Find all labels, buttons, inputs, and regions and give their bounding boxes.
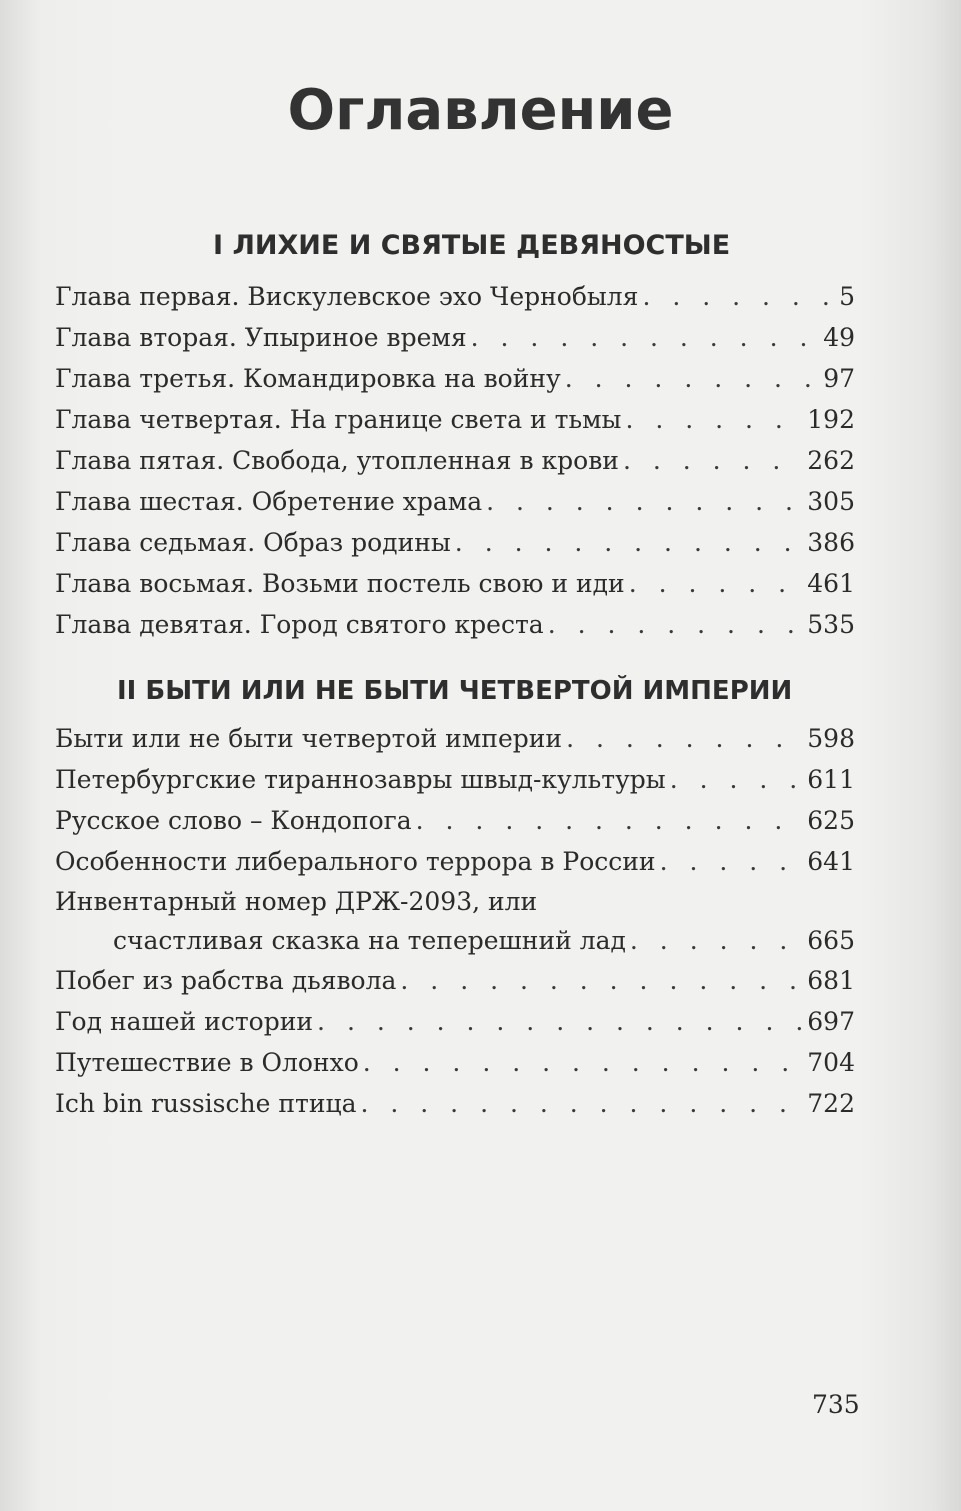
toc-entry-page: 722 — [807, 1089, 855, 1118]
toc-entry-label: Год нашей истории — [55, 1007, 314, 1036]
toc-entry-page: 49 — [823, 323, 855, 352]
dot-leader — [361, 1089, 804, 1118]
toc-entry-label: Быти или не быти четвертой империи — [55, 724, 563, 753]
section-heading-1: I ЛИХИЕ И СВЯТЫЕ ДЕВЯНОСТЫЕ — [213, 230, 731, 261]
dot-leader — [363, 1048, 804, 1077]
toc-entry-page: 305 — [807, 487, 855, 516]
toc-entry-label: Глава третья. Командировка на войну — [55, 364, 561, 393]
toc-entry[interactable] — [55, 487, 855, 523]
toc-entry[interactable] — [55, 724, 855, 760]
toc-entry-page: 461 — [807, 569, 855, 598]
dot-leader — [625, 405, 803, 434]
toc-entry-label: Петербургские тираннозавры швыд-культуры — [55, 765, 666, 794]
toc-entry-label: Глава пятая. Свобода, утопленная в крови — [55, 446, 619, 475]
toc-entry-page: 5 — [839, 282, 855, 311]
toc-entry[interactable] — [55, 847, 855, 883]
dot-leader — [660, 847, 804, 876]
dot-leader — [566, 724, 803, 753]
toc-entry-label: Особенности либерального террора в России — [55, 847, 656, 876]
dot-leader — [400, 966, 803, 995]
dot-leader — [455, 528, 803, 557]
toc-entry[interactable] — [55, 1089, 855, 1125]
section-heading-2: II БЫТИ ИЛИ НЕ БЫТИ ЧЕТВЕРТОЙ ИМПЕРИИ — [117, 676, 793, 706]
dot-leader — [630, 926, 803, 955]
toc-entry-label: Глава седьмая. Образ родины — [55, 528, 451, 557]
toc-entry[interactable] — [55, 323, 855, 359]
toc-entry[interactable] — [55, 569, 855, 605]
toc-entry[interactable] — [55, 446, 855, 482]
dot-leader — [471, 323, 820, 352]
toc-entry-page: 704 — [807, 1048, 855, 1077]
toc-entry-page: 681 — [807, 966, 855, 995]
toc-entry[interactable] — [55, 765, 855, 801]
toc-entry-page: 697 — [807, 1007, 855, 1036]
dot-leader — [416, 806, 804, 835]
toc-entry-label: счастливая сказка на теперешний лад — [113, 926, 626, 955]
toc-entry-label: Русское слово – Кондопога — [55, 806, 412, 835]
toc-entry-label: Глава шестая. Обретение храма — [55, 487, 483, 516]
toc-entry-page: 97 — [823, 364, 855, 393]
toc-entry[interactable] — [113, 926, 855, 962]
toc-entry[interactable] — [55, 528, 855, 564]
dot-leader — [623, 446, 803, 475]
toc-entry[interactable] — [55, 364, 855, 400]
toc-entry-label: Глава четвертая. На границе света и тьмы — [55, 405, 622, 434]
toc-entry-label: Глава первая. Вискулевское эхо Чернобыля — [55, 282, 639, 311]
dot-leader — [670, 765, 804, 794]
toc-entry[interactable] — [55, 1007, 855, 1043]
dot-leader — [565, 364, 819, 393]
toc-entry-page: 535 — [807, 610, 855, 639]
page-title: Оглавление — [287, 78, 674, 143]
toc-entry-label: Побег из рабства дьявола — [55, 966, 397, 995]
toc-entry-page: 665 — [807, 926, 855, 955]
toc-entry-page: 641 — [807, 847, 855, 876]
toc-entry-label: Глава восьмая. Возьми постель свою и иди — [55, 569, 625, 598]
toc-entry-page: 625 — [807, 806, 855, 835]
dot-leader — [642, 282, 835, 311]
toc-entry-label: Глава девятая. Город святого креста — [55, 610, 544, 639]
toc-entry-page: 192 — [807, 405, 855, 434]
toc-entry[interactable] — [55, 806, 855, 842]
dot-leader — [486, 487, 803, 516]
page-number: 735 — [812, 1390, 860, 1419]
dot-leader — [548, 610, 804, 639]
toc-entry-label: Путешествие в Олонхо — [55, 1048, 359, 1077]
toc-entry[interactable] — [55, 610, 855, 646]
toc-entry[interactable] — [55, 405, 855, 441]
toc-entry-label: Ich bin russische птица — [55, 1089, 357, 1118]
dot-leader — [317, 1007, 803, 1036]
dot-leader — [629, 569, 804, 598]
toc-entry[interactable] — [55, 966, 855, 1002]
toc-entry[interactable] — [55, 282, 855, 318]
toc-entry-page: 262 — [807, 446, 855, 475]
toc-entry-label-line1[interactable]: Инвентарный номер ДРЖ-2093, или — [55, 887, 538, 916]
toc-entry-label: Глава вторая. Упыриное время — [55, 323, 467, 352]
toc-entry-page: 598 — [807, 724, 855, 753]
toc-entry[interactable] — [55, 1048, 855, 1084]
toc-entry-page: 386 — [807, 528, 855, 557]
toc-entry-page: 611 — [807, 765, 855, 794]
